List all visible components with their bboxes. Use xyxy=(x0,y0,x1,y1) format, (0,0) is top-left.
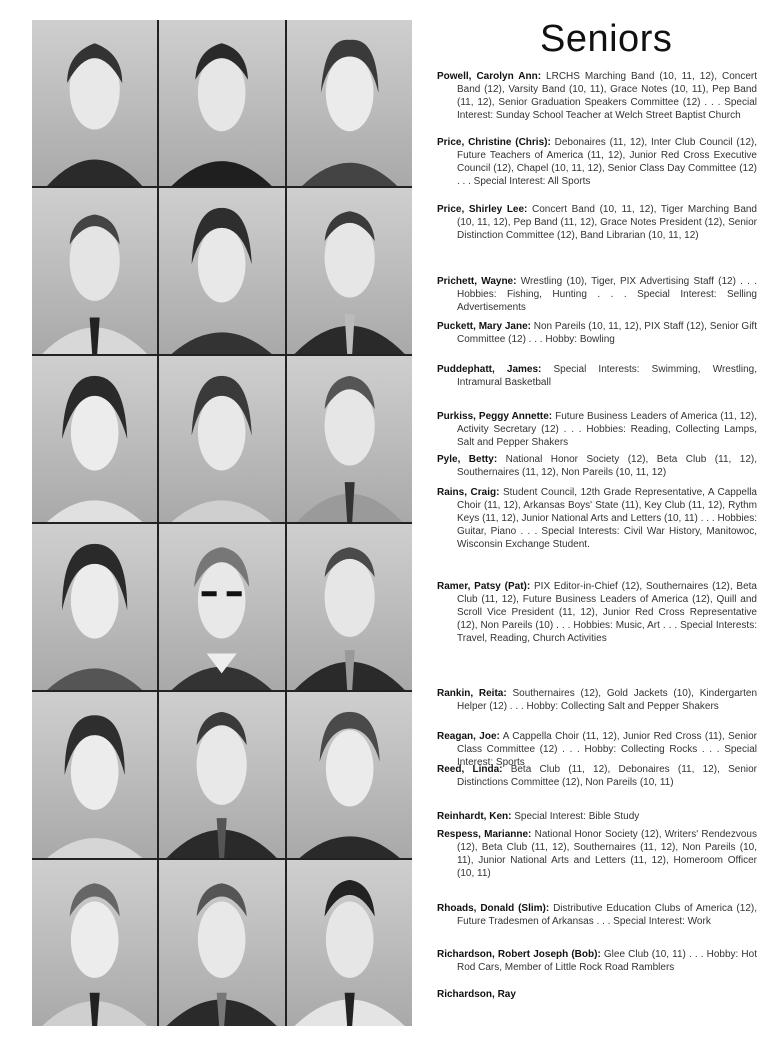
portrait-photo xyxy=(32,860,157,1026)
list-item xyxy=(437,410,757,449)
entry-name: Rains, Craig: xyxy=(437,487,500,498)
entry-name: Reed, Linda: xyxy=(437,764,503,775)
list-item xyxy=(437,70,757,122)
entry-text: Debonaires (11, 12), Inter Club Council (12), Future Teachers of America (11, 12), Junior Red Cross Executive Council (12), Chapel (10, 11, 12), Senior Class Day Committee (12) . . . Special Interest: All Sports xyxy=(457,137,757,187)
list-item xyxy=(437,580,757,645)
portrait-photo xyxy=(287,860,412,1026)
entry-text: Future Business Leaders of America (11, 12), Activity Secretary (12) . . . Hobbies: Reading, Collecting Lamps, Salt and Pepper Shakers xyxy=(457,411,757,448)
portrait-photo xyxy=(32,524,157,690)
list-item xyxy=(437,363,757,389)
entry-name: Reinhardt, Ken: xyxy=(437,811,512,822)
entry-name: Prichett, Wayne: xyxy=(437,276,517,287)
portrait-photo xyxy=(287,356,412,522)
entry-name: Rankin, Reita: xyxy=(437,688,507,699)
entry-text: Beta Club (11, 12), Debonaires (11, 12), Senior Distinctions Committee (12), Non Pareils (10, 11) xyxy=(457,764,757,788)
portrait-photo xyxy=(159,524,284,690)
list-item xyxy=(437,763,757,789)
entry-text: Wrestling (10), Tiger, PIX Advertising Staff (12) . . . Hobbies: Fishing, Hunting . . . Special Interest: Selling Advertisements xyxy=(457,276,757,313)
entry-name: Purkiss, Peggy Annette: xyxy=(437,411,553,422)
entry-text: National Honor Society (12), Beta Club (11, 12), Southernaires (11, 12), Non Pareils (10, 11, 12) xyxy=(457,454,757,478)
entry-name: Price, Shirley Lee: xyxy=(437,204,528,215)
entry-name: Reagan, Joe: xyxy=(437,731,500,742)
entry-name: Pyle, Betty: xyxy=(437,454,498,465)
entry-name: Puckett, Mary Jane: xyxy=(437,321,531,332)
entry-text: Special Interests: Swimming, Wrestling, Intramural Basketball xyxy=(457,364,757,388)
portrait-grid xyxy=(32,20,412,1026)
entry-text: Southernaires (12), Gold Jackets (10), Kindergarten Helper (12) . . . Hobby: Collecting Salt and Pepper Shakers xyxy=(457,688,757,712)
entry-text: A Cappella Choir (11, 12), Junior Red Cross (11), Senior Class Committee (12) . . . Hobby: Collecting Rocks . . . Special Interest: Sports xyxy=(457,731,757,768)
list-item xyxy=(437,486,757,551)
portrait-photo xyxy=(287,524,412,690)
list-item xyxy=(437,828,757,880)
list-item xyxy=(437,320,757,346)
entry-name: Rhoads, Donald (Slim): xyxy=(437,903,550,914)
portrait-photo xyxy=(32,188,157,354)
entry-text: Concert Band (10, 11, 12), Tiger Marching Band (10, 11, 12), Pep Band (11, 12), Grace Notes President (12), Senior Distinction Committee (12), Band Librarian (10, 11, 12) xyxy=(457,204,757,241)
entry-text: LRCHS Marching Band (10, 11, 12), Concert Band (12), Varsity Band (10, 11), Grace Notes (10, 11), Pep Band (11, 12), Senior Graduation Speakers Committee (12) . . . Special Interest: Sunday School Teacher at Welch Street Baptist Church xyxy=(457,71,757,121)
entry-name: Richardson, Robert Joseph (Bob): xyxy=(437,949,601,960)
entry-text: National Honor Society (12), Writers' Rendezvous (12), Beta Club (11, 12), Southernaires (11, 12), Non Pareils (10, 11), Junior National Arts and Letters (11, 12), Homeroom Officer (10, 11) xyxy=(457,829,757,879)
portrait-photo xyxy=(287,188,412,354)
entry-text: Student Council, 12th Grade Representative, A Cappella Choir (11, 12), Arkansas Boys' State (11), Key Club (11, 12), Rythm Keys (11, 12), Junior National Arts and Letters (10, 11) . . . Hobbies: Guitar, Piano . . . Special Interests: Civil War History, Manitowoc, Wisconsin Exchange Student. xyxy=(457,487,757,550)
portrait-photo xyxy=(287,692,412,858)
list-item xyxy=(437,275,757,314)
page-title: Seniors xyxy=(540,18,673,60)
entry-name: Price, Christine (Chris): xyxy=(437,137,551,148)
portrait-photo xyxy=(159,20,284,186)
portrait-photo xyxy=(159,356,284,522)
portrait-photo xyxy=(287,20,412,186)
entry-name: Respess, Marianne: xyxy=(437,829,532,840)
list-item xyxy=(437,453,757,479)
entry-name: Puddephatt, James: xyxy=(437,364,542,375)
portrait-photo xyxy=(159,692,284,858)
entry-name: Ramer, Patsy (Pat): xyxy=(437,581,531,592)
list-item xyxy=(437,687,757,713)
entry-name: Richardson, Ray xyxy=(437,989,516,1000)
entry-text: PIX Editor-in-Chief (12), Southernaires (12), Beta Club (11, 12), Future Business Leaders of America (12), Quill and Scroll Vice President (11, 12), Junior Red Cross Representative (12), Non Pareils (10) . . . Hobbies: Music, Art . . . Special Interests: Travel, Reading, Church Activities xyxy=(457,581,757,644)
entry-text: Non Pareils (10, 11, 12), PIX Staff (12), Senior Gift Committee (12) . . . Hobby: Bowling xyxy=(457,321,757,345)
portrait-photo xyxy=(159,860,284,1026)
list-item xyxy=(437,902,757,928)
list-item xyxy=(437,203,757,242)
portrait-photo xyxy=(159,188,284,354)
entry-text: Glee Club (10, 11) . . . Hobby: Hot Rod Cars, Member of Little Rock Road Ramblers xyxy=(457,949,757,973)
entry-name: Powell, Carolyn Ann: xyxy=(437,71,542,82)
entry-text: Distributive Education Clubs of America (12), Future Tradesmen of Arkansas . . . Special Interest: Work xyxy=(457,903,757,927)
portrait-photo xyxy=(32,20,157,186)
list-item xyxy=(437,948,757,974)
entry-text: Special Interest: Bible Study xyxy=(511,811,640,822)
portrait-photo xyxy=(32,692,157,858)
portrait-photo xyxy=(32,356,157,522)
list-item xyxy=(437,988,757,1001)
list-item xyxy=(437,810,757,823)
list-item xyxy=(437,136,757,188)
